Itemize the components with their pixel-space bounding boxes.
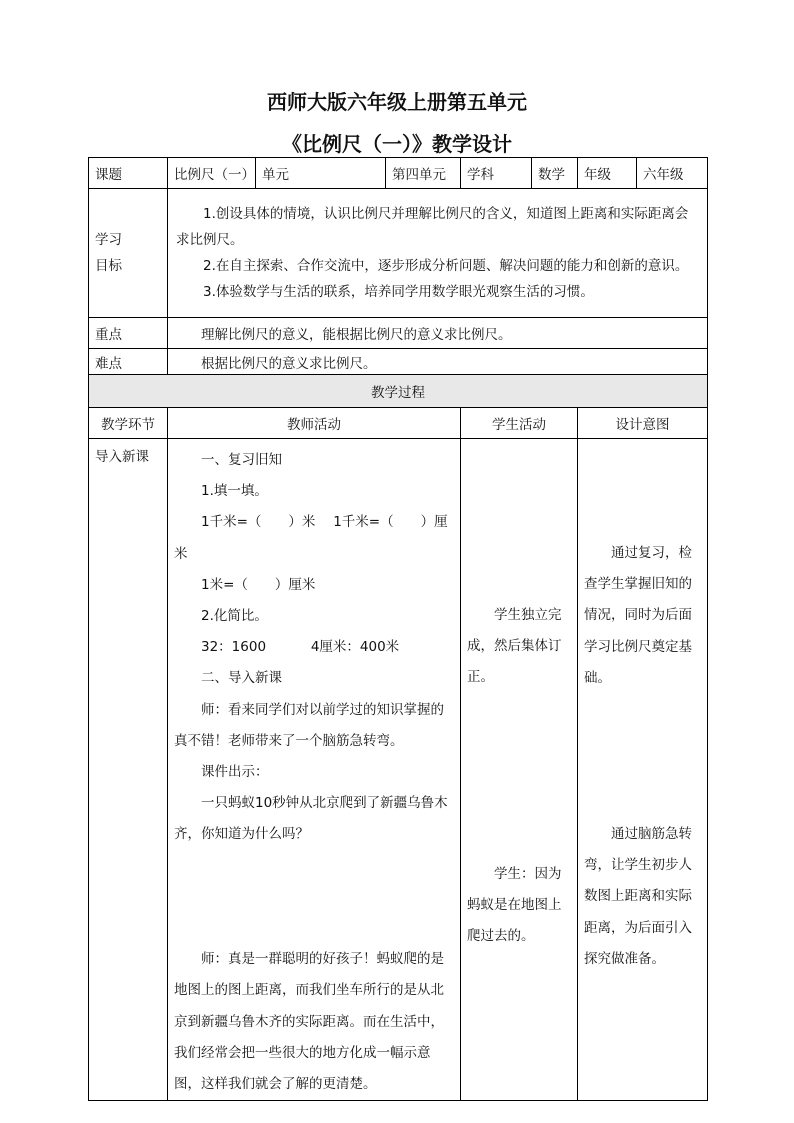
teacher-line: 2.化简比。 xyxy=(201,608,268,625)
teacher-line: 课件出示： xyxy=(201,764,269,781)
info-row xyxy=(89,158,708,189)
process-header-row xyxy=(89,375,708,408)
objectives-label: 学习目标 xyxy=(89,189,168,318)
grade-value: 六年级 xyxy=(637,158,708,189)
grade-label: 年级 xyxy=(578,158,637,189)
document-title: 西师大版六年级上册第五单元 xyxy=(267,90,527,114)
objectives-row xyxy=(89,189,708,318)
lesson-plan-table xyxy=(88,157,708,1101)
col-teacher: 教师活动 xyxy=(168,408,461,439)
objectives-content xyxy=(168,189,708,318)
student-activity xyxy=(461,439,578,1101)
topic-label: 课题 xyxy=(89,158,168,189)
subject-label: 学科 xyxy=(461,158,532,189)
objective-3: 3.体验数学与生活的联系，培养同学用数学眼光观察生活的习惯。 xyxy=(203,284,594,300)
teacher-line: 一只蚂蚁10秒钟从北京爬到了新疆乌鲁木齐，你知道为什么吗？ xyxy=(174,795,448,843)
intro-row xyxy=(89,439,708,1101)
stage-cell: 导入新课 xyxy=(89,439,168,1101)
teacher-line: 一、复习旧知 xyxy=(201,452,282,468)
subject-value: 数学 xyxy=(532,158,578,189)
student-line: 学生：因为蚂蚁是在地图上爬过去的。 xyxy=(467,865,562,945)
col-stage: 教学环节 xyxy=(89,408,168,439)
unit-value: 第四单元 xyxy=(386,158,461,189)
design-intent xyxy=(578,439,708,1101)
teacher-line: 1.填一填。 xyxy=(201,483,268,500)
key-point-label: 重点 xyxy=(89,318,168,349)
column-header-row xyxy=(89,408,708,439)
teacher-line: 1千米=（ ）米 1千米=（ ）厘米 xyxy=(174,514,448,562)
teacher-line: 师：真是一群聪明的好孩子！蚂蚁爬的是地图上的图上距离，而我们坐车所行的是从北京到新疆乌鲁木齐的实际距离。而在生活中，我们经常会把一些很大的地方化成一幅示意图，这样我们就会了解的更清楚。 xyxy=(174,951,444,1093)
process-header: 教学过程 xyxy=(89,375,708,408)
col-student: 学生活动 xyxy=(461,408,578,439)
col-intent: 设计意图 xyxy=(578,408,708,439)
teacher-line: 32：1600 4厘米：400米 xyxy=(201,639,400,656)
teacher-line: 师：看来同学们对以前学过的知识掌握的真不错！老师带来了一个脑筋急转弯。 xyxy=(174,701,444,749)
teacher-line: 1米=（ ）厘米 xyxy=(201,576,316,593)
student-line: 学生独立完成，然后集体订正。 xyxy=(467,607,562,686)
difficulty-label: 难点 xyxy=(89,349,168,375)
document-subtitle: 《比例尺（一）》教学设计 xyxy=(282,132,512,156)
unit-label: 单元 xyxy=(256,158,386,189)
key-point-text: 理解比例尺的意义，能根据比例尺的意义求比例尺。 xyxy=(168,318,708,349)
teacher-activity xyxy=(168,439,461,1101)
intent-line: 通过复习，检查学生掌握旧知的情况，同时为后面学习比例尺奠定基础。 xyxy=(584,545,692,686)
intent-line: 通过脑筋急转弯，让学生初步人数图上距离和实际距离，为后面引入探究做准备。 xyxy=(584,826,692,967)
topic-value: 比例尺（一） xyxy=(168,158,256,189)
objective-2: 2.在自主探索、合作交流中，逐步形成分析问题、解决问题的能力和创新的意识。 xyxy=(203,258,689,274)
key-point-row xyxy=(89,318,708,349)
objective-1: 1.创设具体的情境，认识比例尺并理解比例尺的含义，知道图上距离和实际距离会求比例尺。 xyxy=(176,206,689,248)
difficulty-row xyxy=(89,349,708,375)
difficulty-text: 根据比例尺的意义求比例尺。 xyxy=(168,349,708,375)
teacher-line: 二、导入新课 xyxy=(201,670,282,687)
